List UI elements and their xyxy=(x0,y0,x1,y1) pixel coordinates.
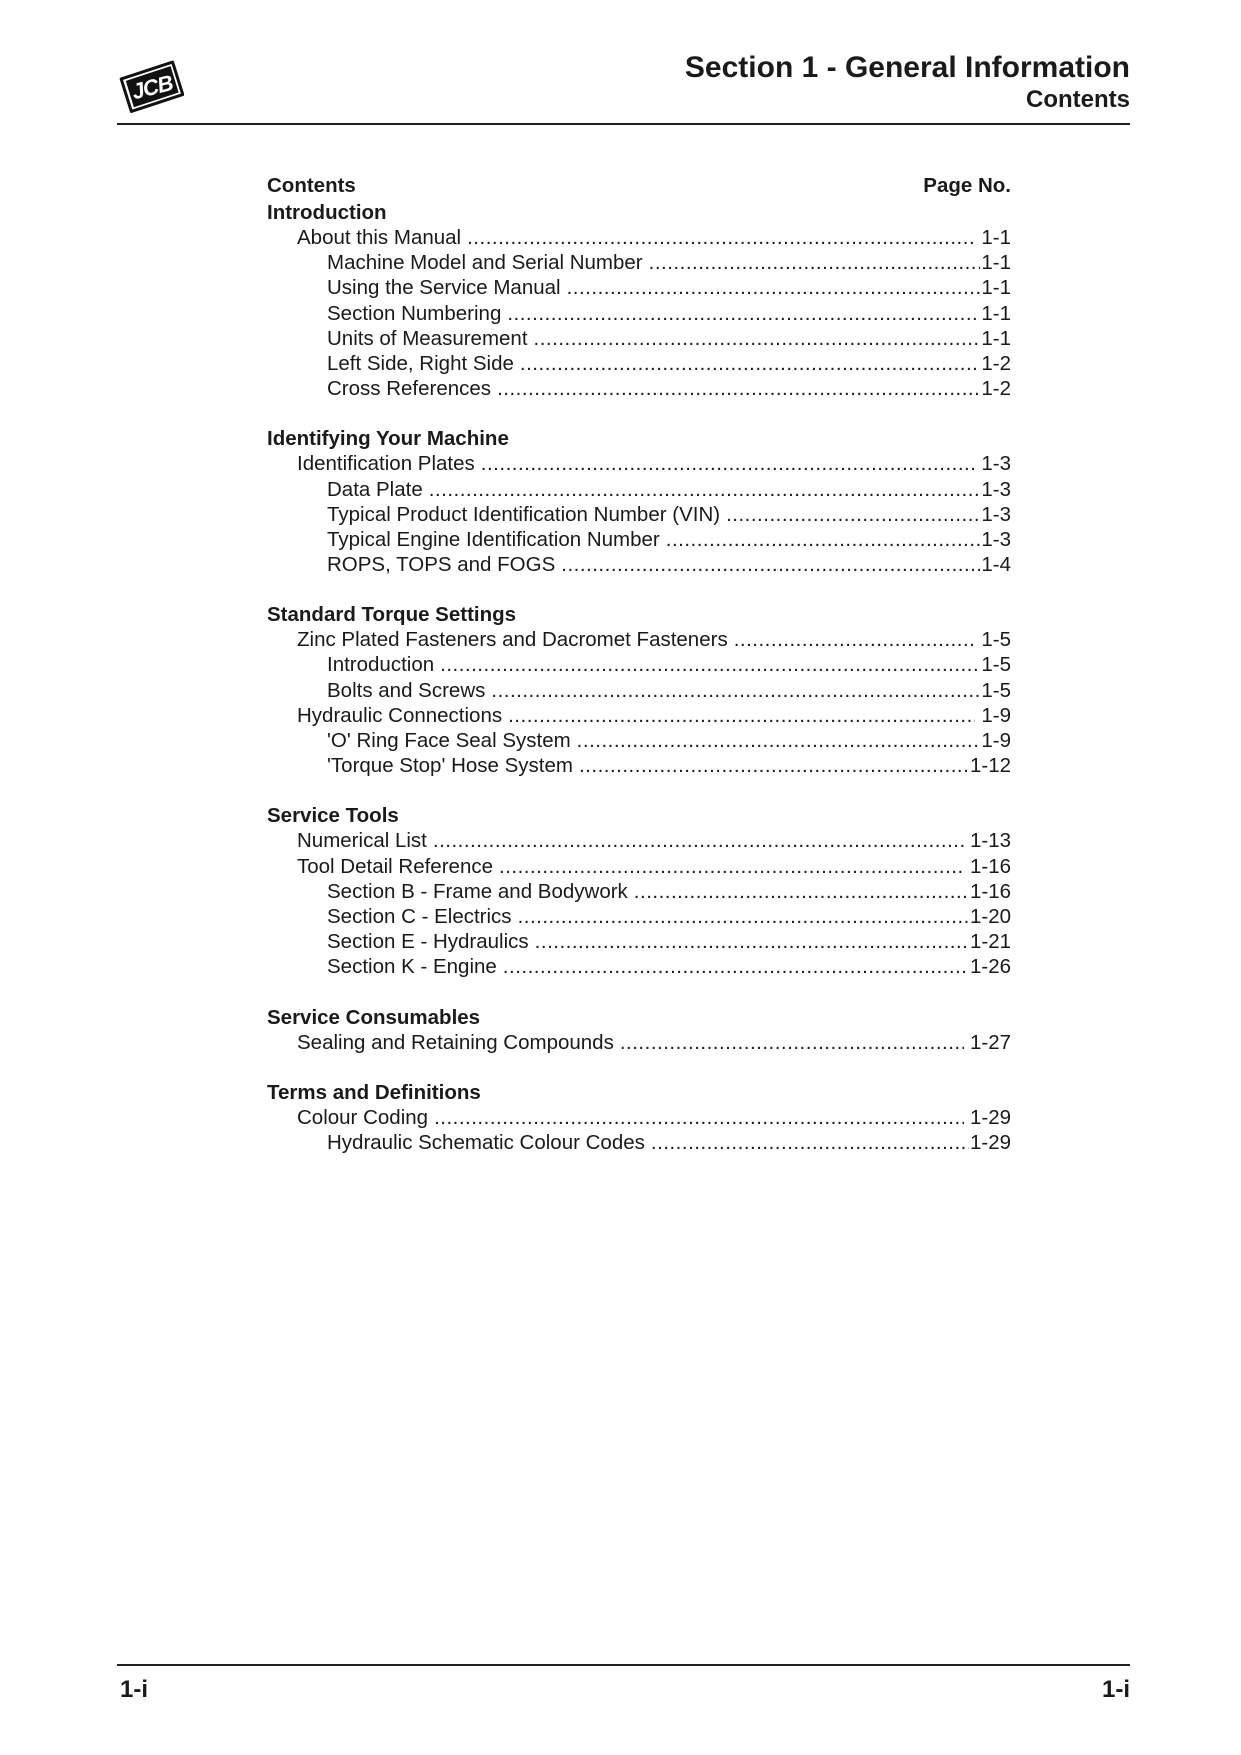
dot-leader xyxy=(467,225,975,250)
toc-section xyxy=(267,1005,1011,1055)
dot-leader xyxy=(726,502,980,527)
toc-entry[interactable] xyxy=(267,275,1011,300)
toc-entry[interactable] xyxy=(267,1030,1011,1055)
dot-leader xyxy=(499,854,964,879)
toc-entry-page: 1-3 xyxy=(981,502,1011,526)
dot-leader xyxy=(620,1030,964,1055)
toc-section-title: Service Consumables xyxy=(267,1005,481,1029)
dot-leader xyxy=(520,351,980,376)
page-number-left: 1-i xyxy=(120,1676,149,1703)
logo-text: JCB xyxy=(129,70,176,105)
toc-entry-label: Section C - Electrics xyxy=(327,904,512,928)
toc-entry-page: 1-1 xyxy=(981,251,1011,275)
toc-entry-page: 1-3 xyxy=(981,527,1011,551)
toc-entry-label: Hydraulic Connections xyxy=(297,703,503,727)
dot-leader xyxy=(481,451,976,476)
toc-entry-label: Left Side, Right Side xyxy=(327,351,514,375)
toc-entry-page: 1-4 xyxy=(981,553,1011,577)
toc-entry-page: 1-20 xyxy=(969,904,1011,928)
table-of-contents xyxy=(267,172,1011,1180)
dot-leader xyxy=(497,376,980,401)
toc-entry-page: 1-9 xyxy=(981,703,1011,727)
toc-entry-page: 1-5 xyxy=(981,628,1011,652)
dot-leader xyxy=(434,1105,964,1130)
toc-entry-page: 1-16 xyxy=(969,879,1011,903)
footer-divider xyxy=(117,1664,1130,1666)
toc-entry[interactable] xyxy=(267,929,1011,954)
dot-leader xyxy=(651,1130,969,1155)
dot-leader xyxy=(491,678,980,703)
dot-leader xyxy=(561,552,980,577)
toc-section-title: Introduction xyxy=(267,201,387,224)
toc-header xyxy=(267,172,1011,200)
toc-entry[interactable] xyxy=(267,527,1011,552)
toc-section xyxy=(267,602,1011,778)
dot-leader xyxy=(567,275,981,300)
toc-entry-label: Tool Detail Reference xyxy=(297,854,493,878)
dot-leader xyxy=(534,326,981,351)
dot-leader xyxy=(734,627,976,652)
toc-entry[interactable] xyxy=(267,854,1011,879)
toc-entry[interactable] xyxy=(267,678,1011,703)
page-number-right: 1-i xyxy=(1101,1676,1130,1703)
toc-entry[interactable] xyxy=(267,477,1011,502)
toc-section-title: Identifying Your Machine xyxy=(267,427,509,451)
toc-entry-label: Typical Engine Identification Number xyxy=(327,527,660,551)
toc-entry[interactable] xyxy=(267,301,1011,326)
dot-leader xyxy=(508,703,975,728)
toc-section xyxy=(267,426,1011,577)
toc-entry-page: 1-1 xyxy=(981,301,1011,325)
toc-entry-label: Hydraulic Schematic Colour Codes xyxy=(327,1130,645,1154)
toc-entry-page: 1-3 xyxy=(981,452,1011,476)
toc-entry-page: 1-27 xyxy=(969,1030,1011,1054)
toc-entry-page: 1-2 xyxy=(981,351,1011,375)
toc-entry[interactable] xyxy=(267,502,1011,527)
toc-entry[interactable] xyxy=(267,904,1011,929)
toc-section xyxy=(267,200,1011,401)
toc-entry-label: ROPS, TOPS and FOGS xyxy=(327,553,556,577)
dot-leader xyxy=(577,728,981,753)
toc-entry-page: 1-29 xyxy=(969,1105,1011,1129)
toc-entry-page: 1-26 xyxy=(969,955,1011,979)
toc-section xyxy=(267,1080,1011,1155)
toc-entry[interactable] xyxy=(267,225,1011,250)
toc-entry-page: 1-12 xyxy=(969,754,1011,778)
dot-leader xyxy=(503,954,969,979)
dot-leader xyxy=(507,301,980,326)
toc-entry-label: Zinc Plated Fasteners and Dacromet Fasteners xyxy=(297,628,728,652)
toc-entry[interactable] xyxy=(267,326,1011,351)
jcb-logo xyxy=(118,58,184,116)
toc-entry-label: 'Torque Stop' Hose System xyxy=(327,754,573,778)
toc-sections xyxy=(267,200,1011,1155)
toc-entry[interactable] xyxy=(267,652,1011,677)
toc-entry-label: Colour Coding xyxy=(297,1105,429,1129)
toc-entry-page: 1-5 xyxy=(981,653,1011,677)
dot-leader xyxy=(518,904,969,929)
dot-leader xyxy=(535,929,969,954)
toc-entry-label: Using the Service Manual xyxy=(327,276,561,300)
toc-entry-page: 1-2 xyxy=(981,377,1011,401)
toc-entry-label: About this Manual xyxy=(297,226,462,249)
toc-entry-label: Identification Plates xyxy=(297,452,475,476)
toc-entry-label: Units of Measurement xyxy=(327,326,528,350)
toc-entry-page: 1-1 xyxy=(981,226,1011,249)
section-subtitle: Contents xyxy=(1026,86,1130,113)
toc-entry[interactable] xyxy=(267,753,1011,778)
toc-entry-page: 1-21 xyxy=(969,930,1011,954)
toc-entry-label: Section B - Frame and Bodywork xyxy=(327,879,628,903)
toc-entry-page: 1-1 xyxy=(981,276,1011,300)
toc-entry-label: Cross References xyxy=(327,377,492,401)
toc-entry-label: Bolts and Screws xyxy=(327,678,486,702)
toc-entry-page: 1-13 xyxy=(969,829,1011,853)
toc-entry[interactable] xyxy=(267,451,1011,476)
toc-entry-page: 1-1 xyxy=(981,326,1011,350)
dot-leader xyxy=(429,477,981,502)
toc-entry[interactable] xyxy=(267,879,1011,904)
toc-entry-label: 'O' Ring Face Seal System xyxy=(327,729,571,752)
toc-entry-page: 1-9 xyxy=(981,729,1011,752)
toc-entry-label: Data Plate xyxy=(327,477,423,501)
dot-leader xyxy=(440,652,980,677)
toc-entry-label: Typical Product Identification Number (VIN) xyxy=(327,502,721,526)
toc-entry-label: Numerical List xyxy=(297,829,427,853)
dot-leader xyxy=(579,753,969,778)
toc-entry[interactable] xyxy=(267,552,1011,577)
section-title: Section 1 - General Information xyxy=(684,51,1130,84)
toc-entry[interactable] xyxy=(267,1105,1011,1130)
toc-entry[interactable] xyxy=(267,250,1011,275)
dot-leader xyxy=(634,879,969,904)
toc-section-title: Standard Torque Settings xyxy=(267,603,517,627)
toc-entry-label: Section K - Engine xyxy=(327,955,497,979)
header-divider xyxy=(117,123,1130,125)
toc-entry-page: 1-16 xyxy=(969,854,1011,878)
dot-leader xyxy=(666,527,981,552)
toc-entry-label: Introduction xyxy=(327,653,435,677)
toc-entry[interactable] xyxy=(267,351,1011,376)
toc-entry[interactable] xyxy=(267,828,1011,853)
contents-label: Contents xyxy=(267,174,356,197)
dot-leader xyxy=(649,250,981,275)
toc-entry-label: Section Numbering xyxy=(327,301,502,325)
toc-entry-label: Machine Model and Serial Number xyxy=(327,251,643,275)
toc-entry[interactable] xyxy=(267,627,1011,652)
toc-entry[interactable] xyxy=(267,728,1011,753)
toc-entry-page: 1-5 xyxy=(981,678,1011,702)
toc-entry-page: 1-3 xyxy=(981,477,1011,501)
toc-section-title: Service Tools xyxy=(267,804,399,828)
toc-entry-page: 1-29 xyxy=(969,1130,1011,1154)
toc-section xyxy=(267,803,1011,979)
dot-leader xyxy=(433,828,964,853)
toc-entry-label: Sealing and Retaining Compounds xyxy=(297,1030,614,1054)
toc-entry[interactable] xyxy=(267,376,1011,401)
page-no-label: Page No. xyxy=(923,174,1011,197)
toc-section-title: Terms and Definitions xyxy=(267,1080,481,1104)
toc-entry[interactable] xyxy=(267,954,1011,979)
toc-entry[interactable] xyxy=(267,703,1011,728)
toc-entry[interactable] xyxy=(267,1130,1011,1155)
toc-entry-label: Section E - Hydraulics xyxy=(327,930,529,954)
